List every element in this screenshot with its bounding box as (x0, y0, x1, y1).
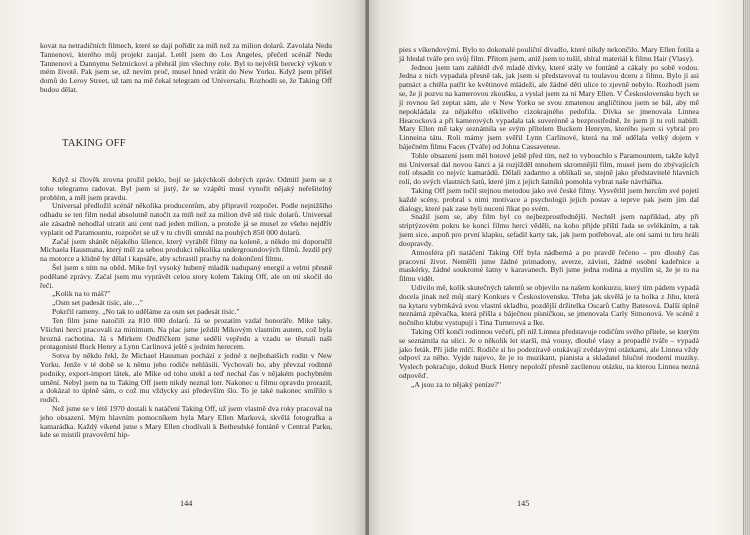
right-paragraphs (399, 64, 699, 390)
right-paragraph: Jednou jsem tam zahlédl dvě mladé dívky, které stály ve fontáně a cákaly po sobě vodou. Jedna z nich vypadala přesně tak, jak jsem si představoval tu toulavou dceru z filmu. Bylo jí asi patnáct a chtěla patřit ke květinové mládeži, ale žádné děti ulice to zjevně nebylo. Rozhodl jsem se, že ji pozvu na kamerovou zkoušku, a vyslal jsem za ní Mary Ellen. V Československu bych se jí rovnou šel zeptat sám, ale v New Yorku se svou zmatenou angličtinou jsem se bál, aby mě nepokládala za nějakého ošklivého cizokrajného pedofila. Dívka se jmenovala Linnea Heacockovà a při kamerových vypadala tak suverénně a bezprostředně, že jsem jí tu roli nabídl. Mary Ellen mě taky seznámila se svým přítelem Buckem Henrym, kterého jsem si vybral pro Linneina tátu. Roli mámy jsem svěřil Lynn Carlinové, která na mě udělala velký dojem v báječném filmu Faces (Tváře) od Johna Cassavetese. (399, 62, 699, 151)
left-paragraph: „Kolik na to máš?" (52, 289, 111, 299)
left-paragraph: „Osm set padesát tisíc, ale…" (52, 298, 143, 308)
left-page-text (40, 42, 332, 440)
left-page-number: 144 (180, 499, 193, 508)
right-paragraph: „A jsou za to nějaký peníze?" (411, 379, 502, 389)
left-paragraph: Pokrčil rameny. „No tak to uděláme za osm set padesát tisíc." (52, 307, 240, 317)
chapter-heading: TAKING OFF (62, 137, 126, 149)
left-paragraph: Ten film jsme natočili za 810 000 dolarů. Já se prozatím vzdal honoráře. Mike taky. Všichni herci pracovali za minimum. Na plac jsme ježdili Mikovým vlastním autem, což byla hrozná rachotina. Já s Mirkem Ondříčkem jsme seděli vepředu a vzadu se těsnali naši protagonisté Buck Henry a Lynn Carlinová ještě s jedním herecem. (40, 315, 332, 352)
left-paragraph: Sotva by někdo řekl, že Michael Hausman pochází z jedné z nejbohatších rodin v New Yorku. Jenže v té době se k němu jeho rodiče nehlásili. Vychovali ho, aby převzal rodinné podniky, export-import látek, ale Mike od toho utekl a teď nechal čas v nějakém pochybném umění. Nebyl jsem na tu Taking Off jsem nikdy neznal lotr. Nakonec u filmu opravdu prorazil, a dokázal to úplně sám, o což mu vždycky asi především šlo. To je také nakonec smířilo s rodiči. (40, 351, 332, 405)
left-paragraph: Začal jsem shánět nějakého šílence, který vyráběl filmy na koleně, a někdo mi doporučil Michaela Hausmana, který měl za sebou produkci několika undergroundových filmů. Jezdil prý na motorce a klidně by dělal i kapsáře, aby schrastil prachy na dokončení filmu. (40, 236, 332, 264)
right-paragraph: Udivilo mě, kolik skutečných talentů se objevilo na našem konkurzu, který tím pádem vypadá docela jinak než můj starý Konkurs v Československu. Třeba jak skvělá je ta holka z Jihu, která na kytaru vybrnkává svou vlastní skladbu, pozdější držitelka Oscarů Cathy Batesová. Další úplně neznámá zpěvačka, která přišla s báječnou písničkou, se jmenovala Carly Simonová. Ve scéně z nočního klubu vystupují i Tina Turnerová a Ike. (399, 282, 699, 328)
right-page-number: 145 (517, 499, 530, 508)
left-page (0, 0, 366, 535)
right-paragraph: Snažil jsem se, aby film byl co nejbezprostřednější. Nechtěl jsem například, aby při striptýzovém pokru ke konci filmu herci věděli, na koho přijde příští řada se svlékáním, a tak jsem sice, aspoň pro první klapku, sefadil karty tak, jak jsem potřeboval, ale oni sami tu hru hráli doopravdy. (399, 212, 699, 248)
right-opening-paragraph: pies s víkendovými. Bylo to dokonalé pouliční divadlo, které nikdy nekončilo. Mary Ellen fotila a já hledal tváře pro svůj film. Přitom jsem, aniž jsem to tušil, sbíral materiál k filmu Hair (Vlasy). (399, 45, 699, 63)
right-paragraph: Taking Off jsem točil stejnou metodou jako své české filmy. Vysvětlil jsem hercům své pojetí každé scény, probral s nimi motivace a psychologii jejich postav a teprve pak jsem jim dal dialogy, které pak zase byli nuceni říkat po svém. (399, 186, 699, 213)
left-paragraph: Universal předložil scénář několika producentům, aby připravil rozpočet. Podle nejnižšího odhadu se ten film nedal absolutně natočit za míň než za milion dvě stě tisíc dolarů. Universal ale zásadně nehodlal utratit ani cent nad jeden milion, a protože já se musel ze všeho nejdřív vyplatit od Paramountu, rozpočet se už v tu chvíli smrskl na pouhých 850 000 dolarů. (40, 201, 332, 237)
page-edges (743, 0, 750, 535)
right-page-text (399, 46, 699, 390)
right-paragraph: Atmosféra při natáčení Taking Off byla nádherná a po pravdě řečeno – pro dlouhý čas pracovní život. Nemělli jsme žádné primadony, averze, závisti, žádné osobní kadeřnice a maskérky, žádné soukromé šatny v karavanech. Byli jsme jedna rodina a myslím si, že je to na filmu vidět. (399, 247, 699, 284)
left-paragraphs (40, 176, 332, 440)
right-paragraph: Tohle obsazení jsem měl hotové ještě před tím, než to vybouchlo s Paramountem, takže když mi Universal dal novou šanci a já rozjížděl mnohem skromnější film, musel jsem do zbývajících rolí obsadit co nejvíc kamarádů. Dělali zadarmo a oblíkali se, stejně jako představitelé hlavních rolí, do svých vlastních šatů, které jim z jejich šatníků pomohla vybrat naše návrhářka. (399, 150, 699, 187)
left-paragraph: Než jsme se v létě 1970 dostali k natáčení Taking Off, už jsem vlastně dva roky pracoval na jeho obsazení. Mým hlavním pomocníkem byla Mary Ellen Marková, skvělá fotografka a kamarádka. Každý víkend jsme s Mary Ellen chodívali k Bethesdské fontáně v Central Parku, kde se místili pravověrní hip- (40, 404, 332, 440)
left-opening-paragraph: kovat na netradičních filmech, které se dají pořídit za míň než za milion dolarů. Zavolala Nedu Tannenovi, kterého můj projekt zaujal. Letěl jsem do Los Angeles, přečetl scénář Nedu Tannenovi a Dannymu Selznickovi a přehrál jim všechny role. Byl to největší herecký výkon v mém životě. Pak jsem se, už nevím proč, musel hned vrátit do New Yorku. Když jsem přišel domů do Leroy Street, už tam na mě čekal telegram od Universalu. Rozhodli se, že Taking Off budou dělat. (40, 41, 332, 95)
right-page (369, 0, 743, 535)
left-paragraph: Šel jsem s ním na oběd. Mike byl vysoký hubený mladík nadupaný energií a velmi přesně podělané zprávy. Začal jsem mu vyprávět celou story kolem Taking Off, ale on mi skočil do řeči. (40, 263, 332, 290)
right-paragraph: Taking Off končí rodinnou večeří, při níž Linnea představuje rodičům svého přítele, se kterým se seznámila na ulici. Je o několik let starší, má vousy, dlouhé vlasy a propadlé tváře – vypadá jako feták. Při jídle mlčí. Rodiče si ho podezíravě otukávají zvědavými otázkami, ale Linnea vždy odpoví za něho. Vyjde najevo, že je to muzikant, pianista a skladatel hlučné moderní muziky. Vyslech pokračuje, dokud Buck Henry nepoloží přesně zacílenou otázku, na kterou Linnea nezná odpověď. (399, 327, 699, 381)
left-paragraph: Když si člověk zrovna prožil peklo, bojí se jakýchkoli dobrých zpráv. Odmítl jsem se z toho telegramu radovat. Byl jsem si jistý, že se vzápětí musí vynořit nějaký neřešitelný problém, a měl jsem pravdu. (40, 174, 332, 202)
